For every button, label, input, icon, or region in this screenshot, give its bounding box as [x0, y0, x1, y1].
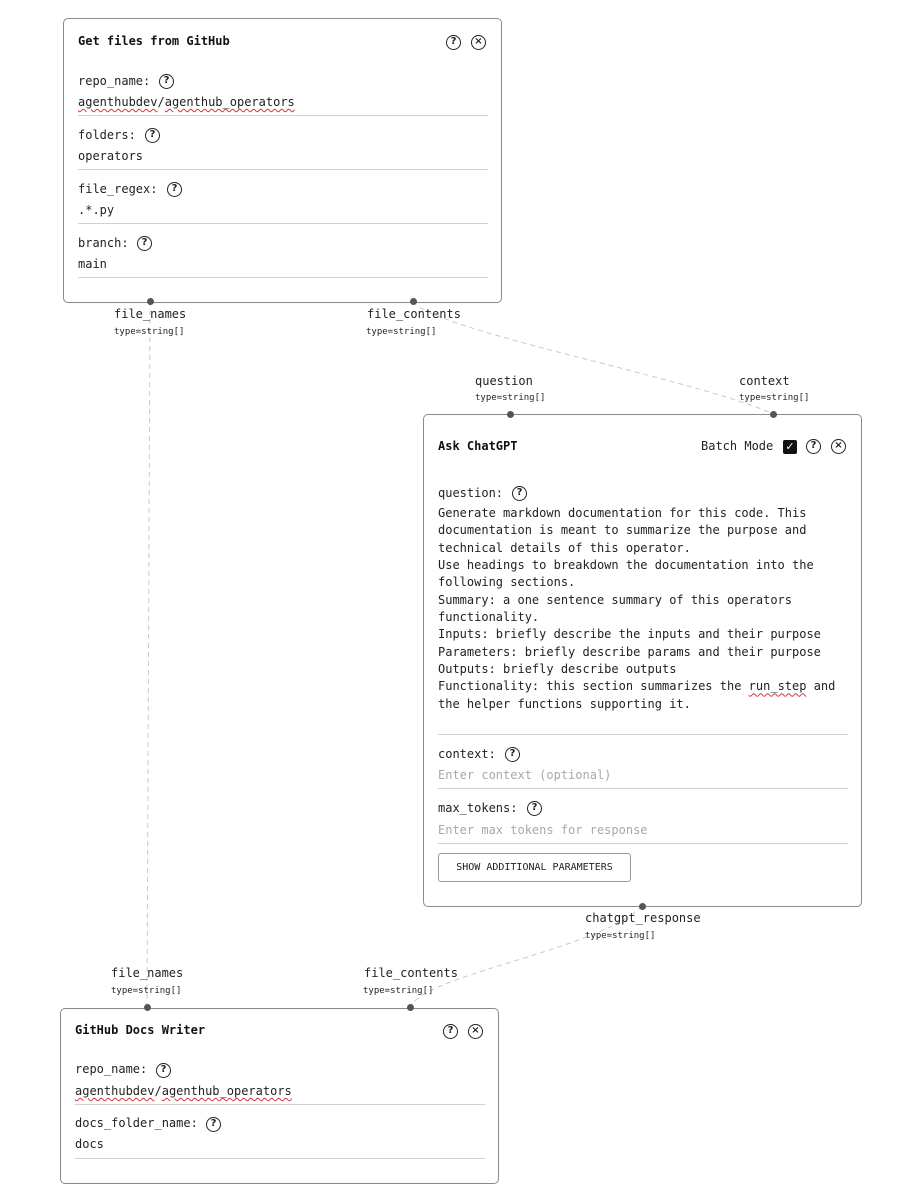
- node-title: Ask ChatGPT: [438, 439, 518, 453]
- question-line: the helper functions supporting it.: [438, 696, 691, 711]
- question-line: functionality.: [438, 610, 540, 624]
- port-type-context: type=string[]: [739, 393, 810, 403]
- close-icon[interactable]: ×: [831, 439, 846, 454]
- node-github-docs-writer[interactable]: [60, 1008, 499, 1184]
- question-textarea[interactable]: [438, 505, 848, 735]
- divider: [78, 169, 488, 170]
- help-icon[interactable]: ?: [159, 74, 174, 89]
- file-regex-label: file_regex:: [78, 182, 158, 196]
- port-type-chatgpt-response: type=string[]: [585, 931, 656, 941]
- question-line: Outputs: briefly describe outputs: [438, 662, 677, 676]
- port-type-file-names: type=string[]: [114, 327, 185, 337]
- port-type-file-names: type=string[]: [111, 986, 182, 996]
- input-port-question[interactable]: [507, 411, 514, 418]
- help-icon[interactable]: ?: [137, 236, 152, 251]
- node-title: Get files from GitHub: [78, 34, 230, 48]
- port-label-question: question: [475, 374, 533, 388]
- divider: [78, 277, 488, 278]
- divider: [75, 1158, 485, 1159]
- branch-value[interactable]: main: [78, 257, 107, 271]
- divider: [78, 115, 488, 116]
- folders-label: folders:: [78, 128, 136, 142]
- repo-name-value[interactable]: agenthubdev/agenthub_operators: [75, 1084, 292, 1098]
- output-port-chatgpt-response[interactable]: [639, 903, 646, 910]
- port-type-question: type=string[]: [475, 393, 546, 403]
- output-port-file-contents[interactable]: [410, 298, 417, 305]
- help-icon[interactable]: ?: [145, 128, 160, 143]
- file-regex-value[interactable]: .*.py: [78, 203, 115, 217]
- repo-name-label: repo_name:: [75, 1062, 148, 1076]
- docs-folder-name-label: docs_folder_name:: [75, 1116, 198, 1130]
- help-icon[interactable]: ?: [167, 182, 182, 197]
- output-port-file-names[interactable]: [147, 298, 154, 305]
- max-tokens-label: max_tokens:: [438, 801, 518, 815]
- node-ask-chatgpt[interactable]: [423, 414, 862, 907]
- docs-folder-name-value[interactable]: docs: [75, 1137, 104, 1151]
- port-label-file-names: file_names: [114, 307, 187, 321]
- question-line: Inputs: briefly describe the inputs and their purpose: [438, 627, 821, 642]
- help-icon[interactable]: ?: [443, 1024, 458, 1039]
- close-icon[interactable]: ×: [471, 35, 486, 50]
- repo-name-label: repo_name:: [78, 74, 151, 88]
- help-icon[interactable]: ?: [806, 439, 821, 454]
- question-line: Use headings to breakdown the documentation into the: [438, 558, 814, 572]
- port-type-file-contents: type=string[]: [366, 327, 437, 337]
- branch-label: branch:: [78, 236, 129, 250]
- help-icon[interactable]: ?: [156, 1063, 171, 1078]
- question-line: Summary: a one sentence summary of this operators: [438, 592, 793, 607]
- port-label-chatgpt-response: chatgpt_response: [585, 911, 701, 925]
- node-get-files-from-github[interactable]: [63, 18, 502, 303]
- folders-value[interactable]: operators: [78, 149, 144, 163]
- edge-file-names: [147, 301, 150, 1008]
- divider: [78, 223, 488, 224]
- port-label-file-contents: file_contents: [367, 307, 461, 321]
- question-line: Generate markdown documentation for this code. This: [438, 506, 807, 520]
- port-label-file-contents: file_contents: [364, 966, 458, 980]
- input-port-file-contents[interactable]: [407, 1004, 414, 1011]
- node-title: GitHub Docs Writer: [75, 1023, 206, 1037]
- input-port-context[interactable]: [770, 411, 777, 418]
- port-type-file-contents: type=string[]: [363, 986, 434, 996]
- question-line: technical details of this operator.: [438, 540, 691, 555]
- help-icon[interactable]: ?: [512, 486, 527, 501]
- input-port-file-names[interactable]: [144, 1004, 151, 1011]
- divider: [438, 843, 848, 844]
- divider: [75, 1104, 485, 1105]
- divider: [438, 734, 848, 735]
- help-icon[interactable]: ?: [206, 1117, 221, 1132]
- question-label: question:: [438, 486, 504, 500]
- question-line: following sections.: [438, 575, 576, 590]
- help-icon[interactable]: ?: [527, 801, 542, 816]
- question-line: Parameters: briefly describe params and their purpose: [438, 644, 821, 659]
- max-tokens-input[interactable]: Enter max tokens for response: [438, 823, 648, 837]
- close-icon[interactable]: ×: [468, 1024, 483, 1039]
- question-line: Functionality: this section summarizes the run_step and: [438, 679, 836, 694]
- divider: [438, 788, 848, 789]
- question-line: documentation is meant to summarize the purpose and: [438, 523, 807, 538]
- batch-mode-label: Batch Mode: [701, 439, 774, 453]
- context-label: context:: [438, 747, 496, 761]
- context-input[interactable]: Enter context (optional): [438, 768, 612, 782]
- show-additional-parameters-button[interactable]: SHOW ADDITIONAL PARAMETERS: [438, 853, 631, 882]
- edge-file-contents-to-context: [413, 301, 773, 414]
- help-icon[interactable]: ?: [446, 35, 461, 50]
- batch-mode-checkbox[interactable]: ✓: [783, 440, 797, 454]
- port-label-context: context: [739, 374, 790, 388]
- repo-name-value[interactable]: agenthubdev/agenthub_operators: [78, 95, 295, 109]
- help-icon[interactable]: ?: [505, 747, 520, 762]
- port-label-file-names: file_names: [111, 966, 184, 980]
